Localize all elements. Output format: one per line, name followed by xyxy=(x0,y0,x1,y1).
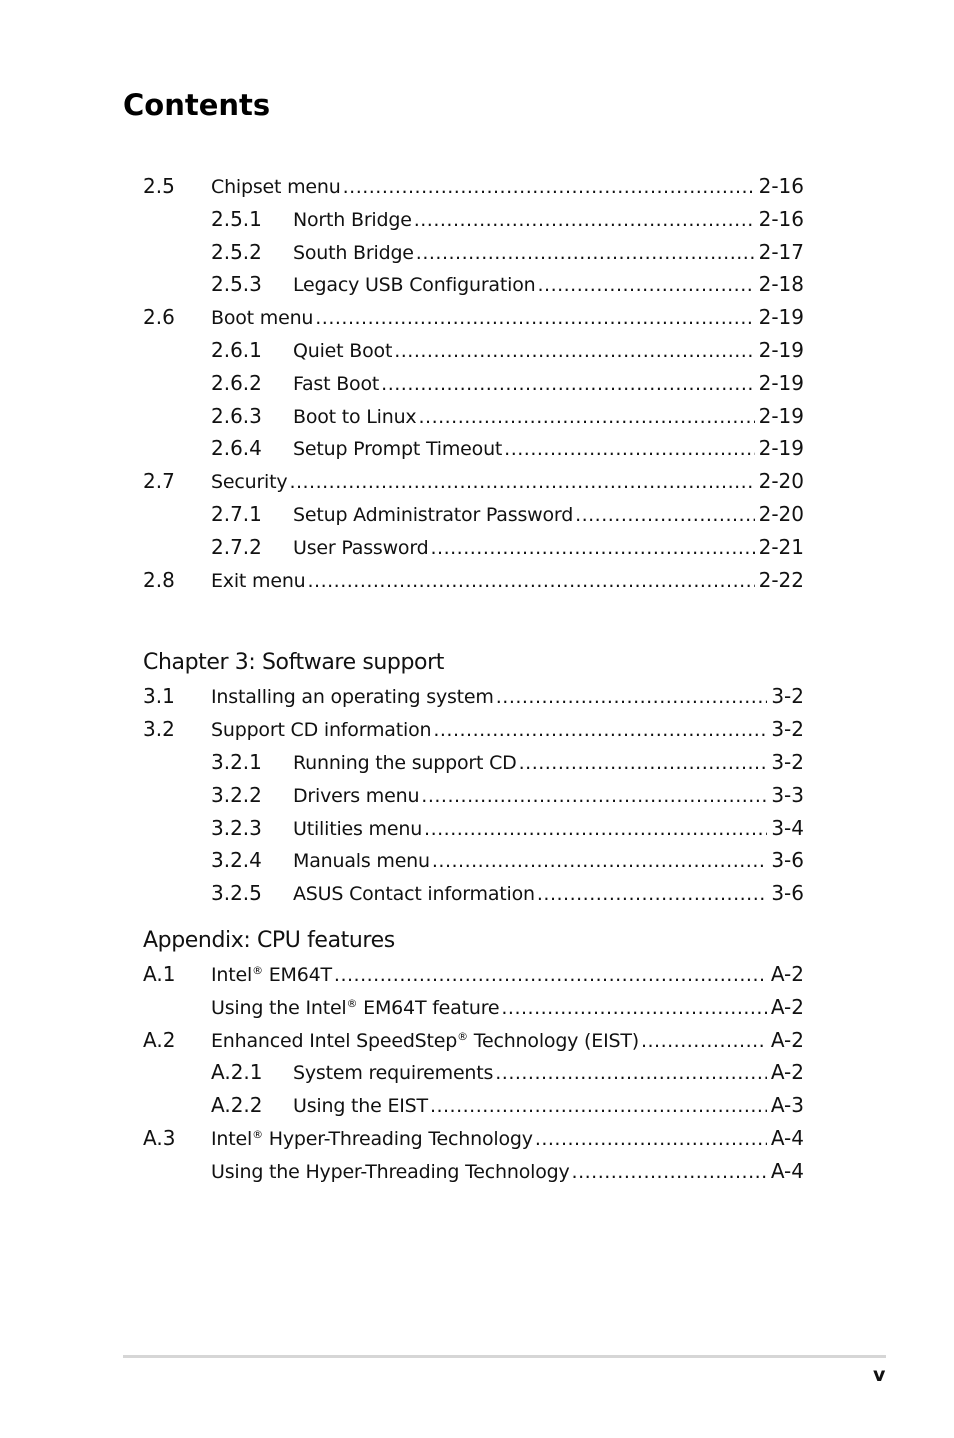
toc-entry[interactable] xyxy=(143,713,804,746)
toc-entry-number: 3.2.3 xyxy=(211,815,262,840)
toc-entry[interactable] xyxy=(143,844,804,877)
appendix-heading[interactable]: Appendix: CPU features xyxy=(143,927,395,953)
toc-entry[interactable] xyxy=(143,1056,804,1089)
toc-entry-number: 2.6 xyxy=(143,305,175,330)
toc-entry-title: Manuals menu xyxy=(293,850,430,873)
toc-entry-number: 2.7.1 xyxy=(211,501,262,526)
toc-entry-title: Support CD information xyxy=(211,719,432,742)
toc-entry-page: A-2 xyxy=(770,961,804,986)
toc-entry-number: A.2.2 xyxy=(211,1093,263,1118)
toc-entry-title: Using the Hyper-Threading Technology xyxy=(211,1160,570,1183)
leader-dots xyxy=(432,845,767,878)
toc-entry-title: Using the Intel® EM64T feature xyxy=(211,996,500,1019)
toc-entry-number: 2.7 xyxy=(143,469,175,494)
toc-entry-title: Chipset menu xyxy=(211,176,341,198)
toc-entry[interactable] xyxy=(143,236,804,269)
toc-entry[interactable] xyxy=(143,991,804,1024)
toc-entry[interactable] xyxy=(143,367,804,400)
toc-entry-title: Setup Administrator Password xyxy=(293,503,574,526)
toc-entry[interactable] xyxy=(143,958,804,991)
toc-entry[interactable] xyxy=(143,877,804,910)
toc-entry-title: Setup Prompt Timeout xyxy=(293,438,503,461)
toc-entry[interactable] xyxy=(143,498,804,531)
leader-dots xyxy=(394,335,754,368)
toc-entry-page: 3-4 xyxy=(771,815,804,840)
leader-dots xyxy=(495,1057,767,1090)
toc-entry-number: 2.6.4 xyxy=(211,436,262,461)
leader-dots xyxy=(381,368,754,401)
toc-entry[interactable] xyxy=(143,531,804,564)
toc-entry-title: Using the EIST xyxy=(293,1095,428,1118)
toc-entry-number: A.2 xyxy=(143,1027,176,1052)
toc-entry-title: System requirements xyxy=(293,1062,494,1085)
toc-entry-page: A-4 xyxy=(770,1158,804,1183)
leader-dots xyxy=(496,681,768,714)
registered-mark: ® xyxy=(252,1127,263,1141)
toc-entry-number: 3.2.5 xyxy=(211,881,262,906)
toc-entry-number: 3.2.4 xyxy=(211,848,262,873)
toc-entry-title: Legacy USB Configuration xyxy=(293,274,536,297)
toc-entry-title: Intel® EM64T xyxy=(211,963,332,986)
leader-dots xyxy=(501,992,766,1025)
toc-block-appendix xyxy=(143,924,804,1188)
toc-entry[interactable] xyxy=(143,334,804,367)
toc-entry[interactable] xyxy=(143,170,804,203)
toc-entry-number: 2.5.2 xyxy=(211,239,262,264)
toc-entry-page: A-2 xyxy=(770,1060,804,1085)
toc-entry[interactable] xyxy=(143,301,804,334)
toc-entry-number: 3.2 xyxy=(143,717,175,742)
toc-entry-page: A-2 xyxy=(770,994,804,1019)
toc-entry-title: Security xyxy=(211,471,288,494)
leader-dots xyxy=(433,714,767,747)
toc-entry-title: User Password xyxy=(293,536,429,559)
toc-entry-page: 2-21 xyxy=(758,534,804,559)
toc-entry-title: Boot menu xyxy=(211,307,314,330)
toc-entry-page: 2-19 xyxy=(758,305,804,330)
toc-entry-number: 2.6.3 xyxy=(211,403,262,428)
footer-divider xyxy=(123,1355,886,1358)
toc-entry-page: 2-19 xyxy=(758,337,804,362)
toc-entry-title: Enhanced Intel SpeedStep® Technology (EIST) xyxy=(211,1029,639,1052)
toc-entry-number: A.2.1 xyxy=(211,1060,263,1085)
spacer xyxy=(143,596,804,646)
toc-entry-title: Drivers menu xyxy=(293,784,420,807)
toc-entry-page: 2-16 xyxy=(758,206,804,231)
toc-entry-title: South Bridge xyxy=(293,241,414,264)
toc-entry-title: Quiet Boot xyxy=(293,339,393,362)
toc-entry-title: ASUS Contact information xyxy=(293,883,535,906)
leader-dots xyxy=(334,959,767,992)
toc-entry-page: A-2 xyxy=(770,1027,804,1052)
toc-entry[interactable] xyxy=(143,1155,804,1188)
toc-entry[interactable] xyxy=(143,1122,804,1155)
toc-entry-number: A.1 xyxy=(143,961,176,986)
leader-dots xyxy=(504,433,754,466)
page-number: v xyxy=(873,1364,886,1386)
leader-dots xyxy=(414,204,755,237)
toc-entry-page: 3-2 xyxy=(771,684,804,709)
toc-entry-page: 2-17 xyxy=(758,239,804,264)
toc-entry-title: Fast Boot xyxy=(293,372,380,395)
toc-entry-number: A.3 xyxy=(143,1125,176,1150)
toc-entry[interactable] xyxy=(143,779,804,812)
toc-entry-title: Installing an operating system xyxy=(211,686,494,709)
registered-mark: ® xyxy=(252,963,263,977)
leader-dots xyxy=(315,302,754,335)
toc-entry-page: 3-2 xyxy=(771,717,804,742)
toc-entry-page: 3-6 xyxy=(771,881,804,906)
spacer xyxy=(143,910,804,924)
toc-entry-number: 3.1 xyxy=(143,684,175,709)
toc-entry[interactable] xyxy=(143,268,804,301)
toc-entry-number: 3.2.2 xyxy=(211,782,262,807)
toc-entry-title: Exit menu xyxy=(211,569,306,592)
leader-dots xyxy=(537,878,767,911)
toc-entry-number: 2.7.2 xyxy=(211,534,262,559)
table-of-contents xyxy=(143,170,804,1188)
chapter-heading[interactable]: Chapter 3: Software support xyxy=(143,650,444,676)
leader-dots xyxy=(289,466,754,499)
leader-dots xyxy=(424,813,767,846)
toc-entry[interactable] xyxy=(143,812,804,845)
registered-mark: ® xyxy=(346,996,358,1010)
toc-entry-page: A-3 xyxy=(770,1093,804,1118)
toc-entry-page: 3-3 xyxy=(771,782,804,807)
toc-entry-page: 3-6 xyxy=(771,848,804,873)
toc-entry-title: Intel® Hyper-Threading Technology xyxy=(211,1127,533,1150)
leader-dots xyxy=(431,532,755,565)
toc-entry-number: 2.5.1 xyxy=(211,206,262,231)
leader-dots xyxy=(519,747,768,780)
leader-dots xyxy=(308,565,755,598)
toc-entry[interactable] xyxy=(143,1089,804,1122)
toc-entry[interactable] xyxy=(143,465,804,498)
leader-dots xyxy=(421,780,767,813)
leader-dots xyxy=(537,269,754,302)
registered-mark: ® xyxy=(457,1029,468,1043)
toc-entry[interactable] xyxy=(143,564,804,597)
toc-entry-page: 2-20 xyxy=(758,469,804,494)
toc-entry-title: Utilities menu xyxy=(293,817,423,840)
leader-dots xyxy=(343,171,755,204)
leader-dots xyxy=(418,401,754,434)
toc-entry[interactable] xyxy=(143,680,804,713)
toc-entry-page: 3-2 xyxy=(771,749,804,774)
toc-entry-page: 2-16 xyxy=(758,174,804,198)
toc-entry[interactable] xyxy=(143,203,804,236)
toc-entry-number: 2.5 xyxy=(143,174,175,198)
leader-dots xyxy=(641,1025,767,1058)
toc-entry[interactable] xyxy=(143,400,804,433)
toc-entry-number: 3.2.1 xyxy=(211,749,262,774)
toc-entry-number: 2.6.2 xyxy=(211,370,262,395)
toc-entry-page: 2-18 xyxy=(758,272,804,297)
toc-entry-page: 2-22 xyxy=(758,567,804,592)
toc-entry-page: A-4 xyxy=(770,1125,804,1150)
toc-entry-number: 2.5.3 xyxy=(211,272,262,297)
toc-entry[interactable] xyxy=(143,432,804,465)
leader-dots xyxy=(572,1156,767,1189)
toc-block-chapter-2 xyxy=(143,170,804,596)
toc-entry-number: 2.6.1 xyxy=(211,337,262,362)
toc-entry-page: 2-19 xyxy=(758,370,804,395)
leader-dots xyxy=(575,499,755,532)
toc-entry-title: Running the support CD xyxy=(293,751,517,774)
toc-entry-title: North Bridge xyxy=(293,208,412,231)
toc-entry-number: 2.8 xyxy=(143,567,175,592)
toc-entry-page: 2-19 xyxy=(758,403,804,428)
leader-dots xyxy=(416,237,755,270)
page-title: Contents xyxy=(123,88,271,122)
toc-entry-page: 2-20 xyxy=(758,501,804,526)
toc-entry-page: 2-19 xyxy=(758,436,804,461)
toc-block-chapter-3 xyxy=(143,646,804,910)
toc-entry[interactable] xyxy=(143,746,804,779)
toc-entry[interactable] xyxy=(143,1024,804,1057)
leader-dots xyxy=(430,1090,767,1123)
toc-entry-title: Boot to Linux xyxy=(293,405,417,428)
leader-dots xyxy=(535,1123,767,1156)
